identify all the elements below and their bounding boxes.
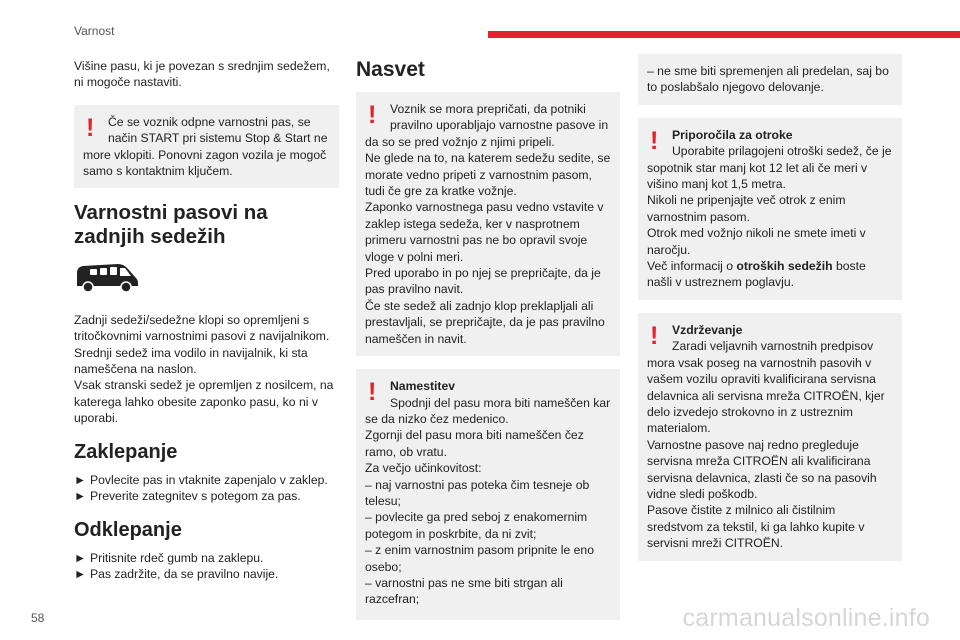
- installation-text: Spodnji del pasu mora biti nameščen kar se da nizko čez medenico. Zgornji del pasu mora biti nameščen čez ramo, ob vratu. Za večjo učinkovitost: – naj varnostni pas poteka čim tesneje ob telesu; – povlecite ga pred seboj z enakomernim potegom in poskrbite, da ni zvit; – z enim varnostnim pasom pripnite le eno osebo; – varnostni pas ne sme biti strgan ali razcefran;: [365, 395, 611, 607]
- locking-heading: Zaklepanje: [74, 440, 178, 463]
- children-text: Uporabite prilagojeni otroški sedež, če je sopotnik star manj kot 12 let ali če meri v višino manj kot 1,5 metra. Nikoli ne pripenjajte več otrok z enim varnostnim pasom. Otrok med vožnjo nikoli ne smete imeti v naročju. Več informacij o otroških sedežih boste našli v ustreznem poglavju.: [647, 144, 892, 290]
- children-title: Priporočila za otroke: [672, 127, 793, 142]
- section-title: Varnost: [74, 24, 115, 38]
- lock-step: ► Preverite zategnitev s potegom za pas.: [74, 489, 301, 504]
- arrow-icon: ►: [74, 566, 87, 581]
- installation-note: [356, 369, 620, 620]
- warning-note: [74, 105, 339, 189]
- rear-seatbelts-heading: Varnostni pasovi na zadnjih sedežih: [74, 201, 268, 249]
- warning-text: Če se voznik odpne varnostni pas, se način START pri sistemu Stop & Start ne more vklopiti. Ponovni zagon vozila je mogoč samo s kontaktnim ključem.: [83, 114, 328, 179]
- unlocking-heading: Odklepanje: [74, 518, 182, 541]
- van-icon: [74, 261, 339, 297]
- continued-note: [638, 54, 902, 105]
- maintenance-text: Zaradi veljavnih varnostnih predpisov mora vsak poseg na varnostnih pasovih v vašem vozilu opraviti kvalificirana servisna delavnica ali servisna mreža CITROËN, kjer delo izvedejo strokovno in z ustreznim materialom. Varnostne pasove naj redno pregleduje servisna mreža CITROËN ali kvalificirana servisna delavnica, zlasti če so na pasovih vidne sledi poškodb. Pasove čistite z milnico ali čistilnim sredstvom za tekstil, ki ga lahko kupite v servisni mreži CITROËN.: [647, 339, 885, 551]
- page-number: 58: [31, 611, 45, 625]
- warning-icon: !: [368, 101, 377, 129]
- header-accent-bar: [488, 31, 960, 38]
- intro-text: Višine pasu, ki je povezan s srednjim sedežem, ni mogoče nastaviti.: [74, 59, 330, 90]
- warning-icon: !: [650, 126, 659, 155]
- arrow-icon: ►: [74, 472, 87, 487]
- warning-icon: !: [86, 113, 95, 142]
- advice-note: [356, 92, 620, 356]
- advice-text: Voznik se mora prepričati, da potniki pravilno uporabljajo varnostne pasove in da so se pred vožnjo z njimi pripeli. Ne glede na to, na katerem sedežu sedite, se morate vedno pripeti z varnostnim pasom, tudi če gre za kratke vožnje. Zaponko varnostnega pasu vedno vstavite v zaklep istega sedeža, ker v nasprotnem primeru varnostni pas ne bo opravil svoje vloge v polni meri. Pred uporabo in po njej se prepričajte, da je pas pravilno navit. Če ste sedež ali zadnjo klop preklapljali ali prestavljali, se prepričajte, da je pas pravilno nameščen in navit.: [365, 102, 611, 346]
- rear-seatbelts-text: Zadnji sedeži/sedežne klopi so opremljeni s tritočkovnimi varnostnimi pasovi z navijalnikom. Srednji sedež ima vodilo in navijalnik, ki sta nameščena na naslon. Vsak stranski sedež je opremljen z nosilcem, na katerega lahko obesite zaponko pasu, ko ni v uporabi.: [74, 312, 334, 426]
- column-right: [638, 58, 902, 574]
- maintenance-note: [638, 313, 902, 561]
- warning-icon: !: [650, 321, 659, 350]
- lock-step: ► Povlecite pas in vtaknite zapenjalo v zaklep.: [74, 472, 328, 487]
- installation-title: Namestitev: [390, 379, 456, 394]
- unlock-step: ► Pritisnite rdeč gumb na zaklepu.: [74, 550, 264, 565]
- advice-heading: Nasvet: [356, 58, 425, 81]
- unlock-step: ► Pas zadržite, da se pravilno navije.: [74, 566, 279, 581]
- continued-text: – ne sme biti spremenjen ali predelan, saj bo to poslabšalo njegovo delovanje.: [647, 64, 889, 95]
- children-note: [638, 118, 902, 300]
- watermark: carmanualsonline.info: [682, 604, 930, 632]
- arrow-icon: ►: [74, 550, 87, 565]
- column-left: [74, 58, 339, 582]
- arrow-icon: ►: [74, 489, 87, 504]
- warning-icon: !: [368, 378, 377, 407]
- maintenance-title: Vzdrževanje: [672, 322, 743, 337]
- column-middle: [356, 58, 620, 633]
